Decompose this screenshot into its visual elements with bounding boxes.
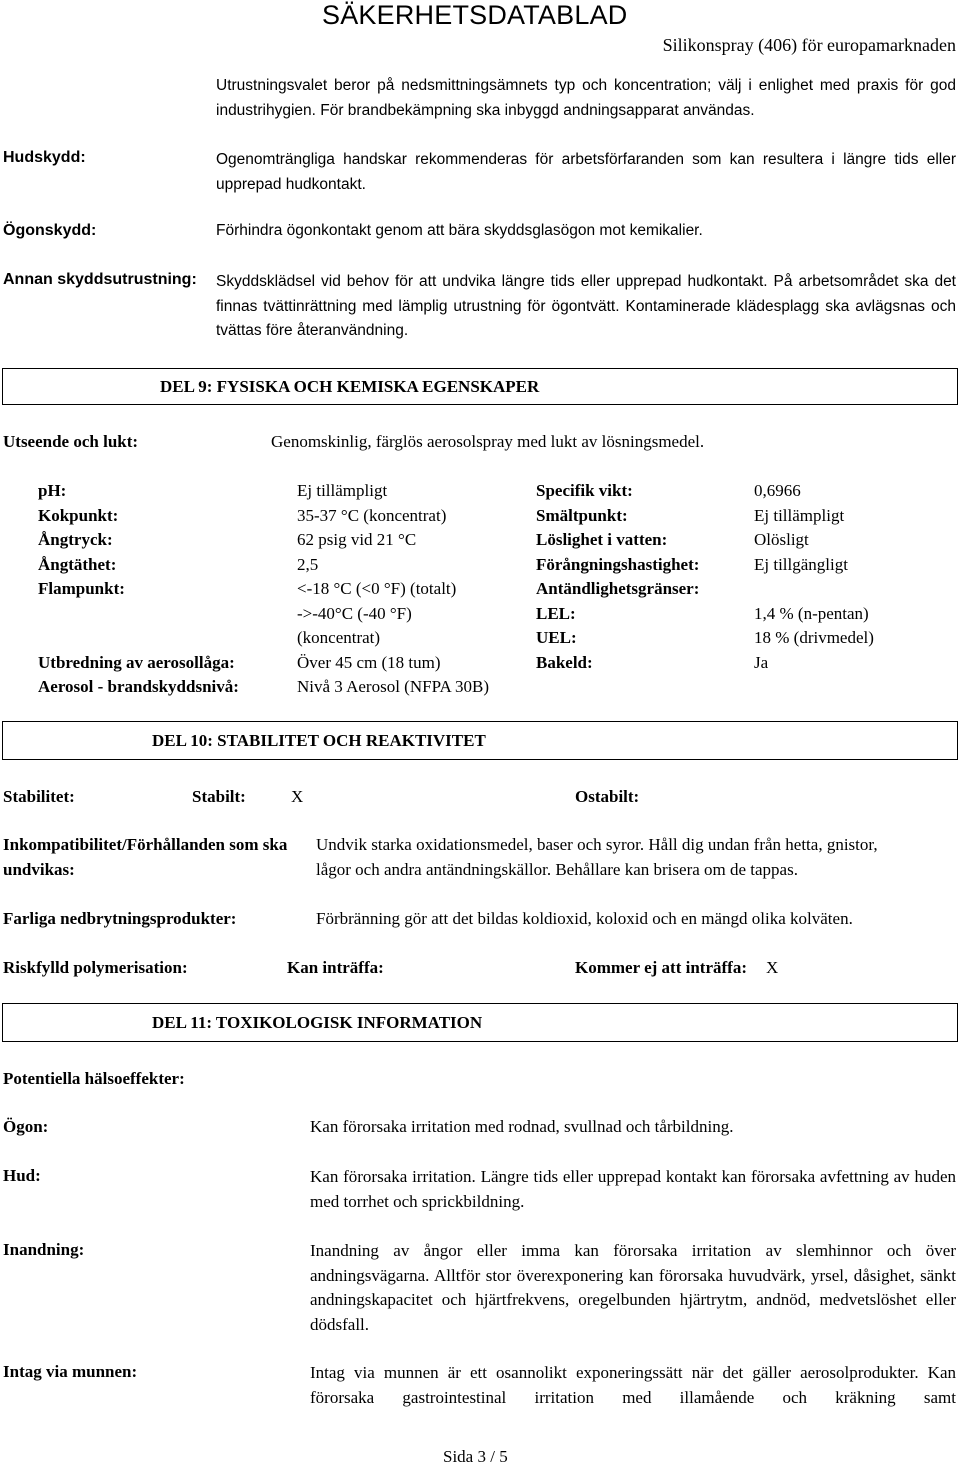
skin-text: Kan förorsaka irritation. Längre tids eller upprepad kontakt kan förorsaka avfettning av huden med torrhet och sprickbildning. (310, 1167, 956, 1211)
section-9-heading-box (2, 368, 958, 405)
property-value: ->-40°C (-40 °F) (297, 603, 412, 623)
polymerisation-wont-label: Kommer ej att inträffa: (575, 958, 747, 977)
property-value: <-18 °C (<0 °F) (totalt) (297, 579, 457, 598)
incompat-text-line-2: lågor och andra antändningskällor. Behållare kan brisera om de tappas. (316, 860, 798, 879)
incompat-label-line-1: Inkompatibilitet/Förhållanden som ska (3, 835, 288, 854)
inhalation-label: Inandning: (3, 1240, 85, 1259)
document-subtitle: Silikonspray (406) för europamarknaden (662, 35, 956, 55)
property-value: Ej tillämpligt (754, 505, 845, 525)
property-label: Specifik vikt: (536, 481, 633, 500)
polymerisation-may-label: Kan inträffa: (287, 958, 384, 977)
ogon-text: Förhindra ögonkontakt genom att bära skyddsglasögon mot kemikalier. (216, 222, 703, 239)
equipment-text: Utrustningsvalet beror på nedsmittningsämnets typ och koncentration; välj i enlighet med praxis för god industrihygien. För brandbekämpning ska inbyggd andningsapparat användas. (216, 77, 956, 119)
section-11-heading-box (2, 1003, 958, 1042)
property-value: Olösligt (754, 530, 809, 549)
property-value: Ja (754, 652, 769, 672)
property-label: Löslighet i vatten: (536, 530, 668, 549)
property-value: 2,5 (297, 554, 319, 574)
section-11-heading: DEL 11: TOXIKOLOGISK INFORMATION (152, 1012, 483, 1032)
section-9-heading: DEL 9: FYSISKA OCH KEMISKA EGENSKAPER (160, 376, 540, 396)
hud-label: Hudskydd: (3, 149, 86, 166)
property-label: Smältpunkt: (536, 505, 628, 525)
property-value: (koncentrat) (297, 628, 381, 647)
property-label: Antändlighetsgränser: (536, 579, 700, 598)
property-label: Ångtryck: (38, 530, 113, 549)
health-effects-label: Potentiella hälsoeffekter: (3, 1069, 185, 1088)
property-label: Flampunkt: (38, 579, 125, 598)
eyes-label: Ögon: (3, 1117, 49, 1136)
property-label: Bakeld: (536, 652, 593, 672)
appearance-label: Utseende och lukt: (3, 432, 139, 451)
ingestion-text: Intag via munnen är ett osannolikt exponeringssätt när det gäller aerosolprodukter. Kan förorsaka gastrointestinal irritation med illamående och kräkning samt (310, 1363, 956, 1407)
stable-label: Stabilt: (192, 787, 246, 806)
section-10-heading: DEL 10: STABILITET OCH REAKTIVITET (152, 730, 486, 750)
document-title: SÄKERHETSDATABLAD (322, 0, 628, 30)
section-10-heading-box (2, 721, 958, 760)
annan-text: Skyddsklädsel vid behov för att undvika längre tids eller upprepad hudkontakt. På arbetsområdet ska det finnas tvättinrättning med lämplig utrustning för ögontvätt. Kontaminerade klädesplagg ska avlägsnas och tvättas före återanvändning. (216, 273, 956, 339)
incompat-label-line-2: undvikas: (3, 860, 75, 879)
property-label: LEL: (536, 603, 576, 623)
inhalation-text: Inandning av ångor eller imma kan förorsaka irritation av slemhinnor och över andningsvägarna. Alltför stor överexponering kan förorsaka huvudvärk, yrsel, dåsighet, sänkt andningskapacitet och hjärtfrekvens, oregelbunden hjärtrytm, andnöd, medvetslöshet eller dödsfall. (310, 1241, 956, 1334)
ogon-label: Ögonskydd: (3, 222, 97, 239)
property-value: 1,4 % (n-pentan) (754, 603, 869, 623)
property-label: Aerosol - brandskyddsnivå: (38, 677, 239, 696)
property-label: UEL: (536, 628, 577, 647)
property-value: 62 psig vid 21 °C (297, 530, 417, 549)
unstable-label: Ostabilt: (575, 787, 640, 806)
decomposition-text: Förbränning gör att det bildas koldioxid, koloxid och en mängd olika kolväten. (316, 909, 853, 928)
polymerisation-wont-value: X (766, 958, 779, 977)
property-label: Ångtäthet: (38, 554, 117, 574)
property-label: Förångningshastighet: (536, 554, 700, 574)
property-value: 18 % (drivmedel) (754, 628, 874, 647)
property-value: 0,6966 (754, 481, 801, 500)
property-value: Ej tillämpligt (297, 481, 388, 500)
property-label: Utbredning av aerosollåga: (38, 652, 235, 672)
annan-label: Annan skyddsutrustning: (3, 271, 197, 288)
property-value: Nivå 3 Aerosol (NFPA 30B) (297, 677, 490, 696)
appearance-value: Genomskinlig, färglös aerosolspray med lukt av lösningsmedel. (271, 432, 705, 451)
eyes-text: Kan förorsaka irritation med rodnad, svullnad och tårbildning. (310, 1117, 734, 1136)
decomposition-label: Farliga nedbrytningsprodukter: (3, 909, 237, 928)
property-label: Kokpunkt: (38, 505, 119, 525)
property-value: Ej tillgängligt (754, 554, 848, 574)
hud-text: Ogenomträngliga handskar rekommenderas för arbetsförfaranden som kan resultera i längre tids eller upprepad hudkontakt. (216, 151, 956, 193)
stable-value: X (291, 787, 304, 806)
skin-label: Hud: (3, 1166, 41, 1185)
property-value: Över 45 cm (18 tum) (297, 652, 441, 672)
polymerisation-label: Riskfylld polymerisation: (3, 958, 188, 977)
page-number: Sida 3 / 5 (443, 1447, 508, 1466)
ingestion-label: Intag via munnen: (3, 1362, 138, 1381)
stability-label: Stabilitet: (3, 787, 75, 806)
property-label: pH: (38, 481, 67, 500)
property-value: 35-37 °C (koncentrat) (297, 505, 447, 525)
incompat-text-line-1: Undvik starka oxidationsmedel, baser och syror. Håll dig undan från hetta, gnistor, (316, 835, 878, 854)
